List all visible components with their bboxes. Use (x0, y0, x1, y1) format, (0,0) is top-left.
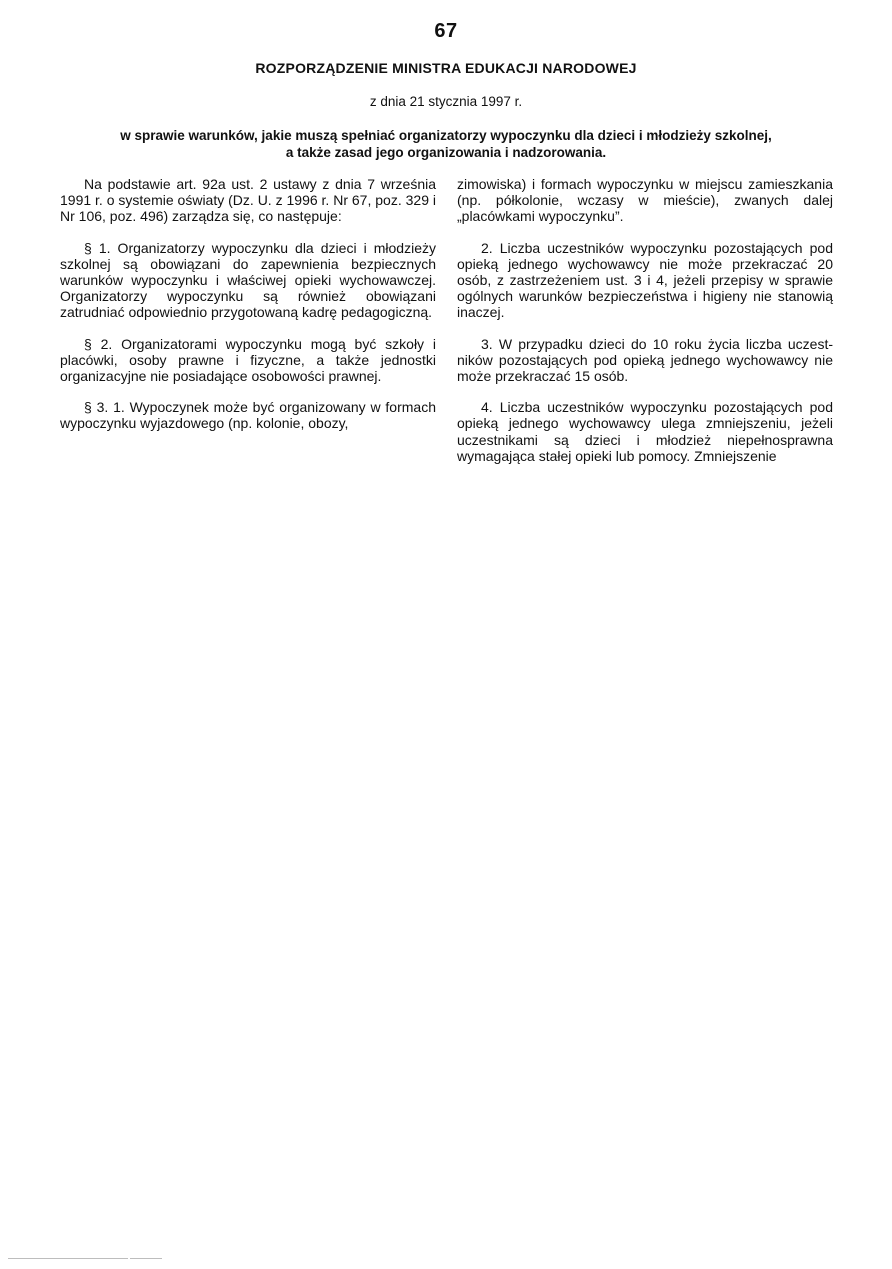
scan-artifact-line (8, 1258, 128, 1259)
paragraph-section-2: § 2. Organizatorami wypoczynku mogą być szkoły i placówki, osoby prawne i fizyczne, a także jednostki organizacyjne nie posiadające osobowości prawnej. (60, 335, 436, 385)
right-column (457, 176, 833, 479)
paragraph-section-3-4: 4. Liczba uczestników wypoczynku pozostających pod opieką jednego wychowawcy ulega zmniejszeniu, jeżeli uczestnikami są dzieci i młodzież niepełnosprawna wymagająca stałej opieki lub pomocy. Zmniejszenie (457, 399, 833, 464)
paragraph-section-3-1: § 3. 1. Wypoczynek może być organizowany w formach wypoczynku wyjazdowego (np. kolonie, obozy, (60, 399, 436, 432)
regulation-subject (70, 127, 822, 161)
paragraph-section-3-1-continued: zimowiska) i formach wypoczynku w miejscu zamieszkania (np. półkolonie, wczasy w mieście), zwanych dalej „placówkami wypoczynku”. (457, 176, 833, 225)
paragraph-preamble: Na podstawie art. 92a ust. 2 ustawy z dnia 7 września 1991 r. o systemie oświaty (Dz. U. z 1996 r. Nr 67, poz. 329 i Nr 106, poz. 496) zarządza się, co następuje: (60, 176, 436, 225)
scan-artifact-line (130, 1258, 162, 1259)
subject-line-1: w sprawie warunków, jakie muszą spełniać organizatorzy wypoczynku dla dzieci i młodzieży szkolnej, (120, 128, 772, 143)
left-column (60, 176, 436, 447)
page-number: 67 (434, 20, 458, 42)
regulation-title: ROZPORZĄDZENIE MINISTRA EDUKACJI NARODOWEJ (255, 60, 637, 76)
subject-line-2: a także zasad jego organizowania i nadzorowania. (285, 145, 607, 160)
paragraph-section-3-3: 3. W przypadku dzieci do 10 roku życia liczba uczestników pozostających pod opieką jednego wychowawcy nie może przekraczać 15 osób. (457, 335, 833, 385)
paragraph-section-1: § 1. Organizatorzy wypoczynku dla dzieci i młodzieży szkolnej są obowiązani do zapewnienia bezpiecznych warunków wypoczynku i właściwej opieki wychowawczej. Organizatorzy wypoczynku są również obowiązani zatrudniać odpowiednio przygotowaną kadrę pedagogiczną. (60, 239, 436, 321)
paragraph-section-3-2: 2. Liczba uczestników wypoczynku pozostających pod opieką jednego wychowawcy nie może przekraczać 20 osób, z zastrzeżeniem ust. 3 i 4, jeżeli przepisy w sprawie ogólnych warunków bezpieczeństwa i higieny nie stanowią inaczej. (457, 239, 833, 321)
regulation-date: z dnia 21 stycznia 1997 r. (369, 94, 523, 109)
